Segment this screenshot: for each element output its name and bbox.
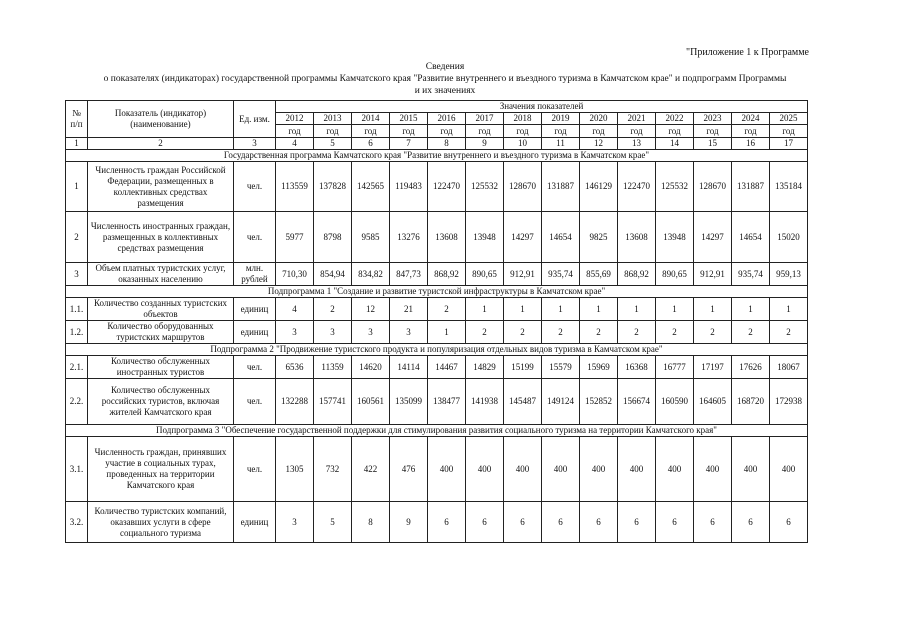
value-cell: 141938 <box>466 379 504 425</box>
value-cell: 13608 <box>618 212 656 263</box>
header-year-suffix: год <box>466 125 504 138</box>
value-cell: 128670 <box>504 162 542 212</box>
value-cell: 12 <box>352 298 390 321</box>
table-row <box>66 263 808 286</box>
value-cell: 125532 <box>656 162 694 212</box>
header-year: 2021 <box>618 113 656 125</box>
value-cell: 1305 <box>276 437 314 502</box>
header-year: 2015 <box>390 113 428 125</box>
row-indicator: Количество оборудованных туристских маршрутов <box>88 321 234 344</box>
value-cell: 11359 <box>314 356 352 379</box>
table-row <box>66 356 808 379</box>
value-cell: 400 <box>694 437 732 502</box>
value-cell: 912,91 <box>504 263 542 286</box>
value-cell: 122470 <box>428 162 466 212</box>
title-line-2: о показателях (индикаторах) государственной программы Камчатского края "Развитие внутреннего и въездного туризма в Камчатском крае" и подпрограмм Программы <box>103 74 787 84</box>
header-year-suffix: год <box>390 125 428 138</box>
value-cell: 2 <box>732 321 770 344</box>
table-row <box>66 379 808 425</box>
value-cell: 8798 <box>314 212 352 263</box>
section-title: Подпрограмма 3 "Обеспечение государственной поддержки для стимулирования развития социального туризма на территории Камчатского края" <box>66 425 808 437</box>
value-cell: 1 <box>770 298 808 321</box>
column-number: 12 <box>580 138 618 150</box>
value-cell: 847,73 <box>390 263 428 286</box>
value-cell: 1 <box>694 298 732 321</box>
header-year-suffix: год <box>770 125 808 138</box>
value-cell: 2 <box>428 298 466 321</box>
header-year: 2012 <box>276 113 314 125</box>
row-number: 1.1. <box>66 298 88 321</box>
value-cell: 3 <box>276 502 314 543</box>
value-cell: 122470 <box>618 162 656 212</box>
column-number: 7 <box>390 138 428 150</box>
appendix-note: "Приложение 1 к Программе <box>686 47 809 58</box>
value-cell: 6 <box>694 502 732 543</box>
value-cell: 15969 <box>580 356 618 379</box>
header-year-suffix: год <box>276 125 314 138</box>
value-cell: 132288 <box>276 379 314 425</box>
value-cell: 6 <box>770 502 808 543</box>
value-cell: 160561 <box>352 379 390 425</box>
column-number: 1 <box>66 138 88 150</box>
value-cell: 422 <box>352 437 390 502</box>
column-number: 2 <box>88 138 234 150</box>
value-cell: 160590 <box>656 379 694 425</box>
value-cell: 145487 <box>504 379 542 425</box>
value-cell: 400 <box>542 437 580 502</box>
title-line-1: Сведения <box>425 62 465 72</box>
value-cell: 17626 <box>732 356 770 379</box>
row-indicator: Количество созданных туристских объектов <box>88 298 234 321</box>
row-indicator: Численность граждан Российской Федерации, размещенных в коллективных средствах размещения <box>88 162 234 212</box>
value-cell: 476 <box>390 437 428 502</box>
value-cell: 172938 <box>770 379 808 425</box>
table-row <box>66 437 808 502</box>
row-unit: чел. <box>234 212 276 263</box>
row-indicator: Количество туристских компаний, оказавших услуги в сфере социального туризма <box>88 502 234 543</box>
value-cell: 113559 <box>276 162 314 212</box>
section-row <box>66 286 808 298</box>
row-number: 3.2. <box>66 502 88 543</box>
value-cell: 6 <box>656 502 694 543</box>
value-cell: 935,74 <box>732 263 770 286</box>
header-year-suffix: год <box>656 125 694 138</box>
header-row <box>66 101 808 113</box>
value-cell: 135099 <box>390 379 428 425</box>
column-number: 11 <box>542 138 580 150</box>
header-year-suffix: год <box>732 125 770 138</box>
column-number: 4 <box>276 138 314 150</box>
title-line-3: и их значениях <box>414 86 476 96</box>
column-number: 16 <box>732 138 770 150</box>
value-cell: 142565 <box>352 162 390 212</box>
value-cell: 138477 <box>428 379 466 425</box>
row-number: 2.2. <box>66 379 88 425</box>
header-year-suffix: год <box>314 125 352 138</box>
section-title: Подпрограмма 2 "Продвижение туристского продукта и популяризация отдельных видов туризма в Камчатском крае" <box>66 344 808 356</box>
header-year: 2016 <box>428 113 466 125</box>
value-cell: 854,94 <box>314 263 352 286</box>
column-number: 5 <box>314 138 352 150</box>
value-cell: 2 <box>542 321 580 344</box>
value-cell: 14654 <box>542 212 580 263</box>
value-cell: 400 <box>732 437 770 502</box>
value-cell: 6536 <box>276 356 314 379</box>
table-row <box>66 162 808 212</box>
value-cell: 1 <box>428 321 466 344</box>
value-cell: 9825 <box>580 212 618 263</box>
value-cell: 131887 <box>542 162 580 212</box>
value-cell: 119483 <box>390 162 428 212</box>
value-cell: 9 <box>390 502 428 543</box>
row-indicator: Объем платных туристских услуг, оказанных населению <box>88 263 234 286</box>
column-number: 10 <box>504 138 542 150</box>
value-cell: 400 <box>770 437 808 502</box>
value-cell: 2 <box>618 321 656 344</box>
value-cell: 6 <box>504 502 542 543</box>
header-year-suffix: год <box>618 125 656 138</box>
value-cell: 1 <box>542 298 580 321</box>
column-number: 3 <box>234 138 276 150</box>
table-row <box>66 321 808 344</box>
row-unit: чел. <box>234 356 276 379</box>
value-cell: 168720 <box>732 379 770 425</box>
value-cell: 125532 <box>466 162 504 212</box>
value-cell: 14620 <box>352 356 390 379</box>
value-cell: 400 <box>428 437 466 502</box>
header-year-suffix: год <box>694 125 732 138</box>
row-unit: чел. <box>234 437 276 502</box>
row-unit: единиц <box>234 298 276 321</box>
row-unit: чел. <box>234 162 276 212</box>
column-numbers-row <box>66 138 808 150</box>
value-cell: 3 <box>314 321 352 344</box>
value-cell: 16777 <box>656 356 694 379</box>
row-number: 1.2. <box>66 321 88 344</box>
column-number: 8 <box>428 138 466 150</box>
value-cell: 14297 <box>504 212 542 263</box>
value-cell: 400 <box>580 437 618 502</box>
value-cell: 137828 <box>314 162 352 212</box>
value-cell: 2 <box>504 321 542 344</box>
header-year: 2023 <box>694 113 732 125</box>
column-number: 14 <box>656 138 694 150</box>
header-year: 2024 <box>732 113 770 125</box>
value-cell: 2 <box>770 321 808 344</box>
value-cell: 1 <box>504 298 542 321</box>
header-year: 2018 <box>504 113 542 125</box>
column-number: 17 <box>770 138 808 150</box>
row-indicator: Количество обслуженных иностранных туристов <box>88 356 234 379</box>
section-row <box>66 150 808 162</box>
table-row <box>66 502 808 543</box>
value-cell: 6 <box>542 502 580 543</box>
value-cell: 13608 <box>428 212 466 263</box>
value-cell: 855,69 <box>580 263 618 286</box>
header-year-suffix: год <box>352 125 390 138</box>
table-row <box>66 212 808 263</box>
column-number: 13 <box>618 138 656 150</box>
header-year: 2017 <box>466 113 504 125</box>
value-cell: 3 <box>390 321 428 344</box>
value-cell: 890,65 <box>466 263 504 286</box>
row-indicator: Численность граждан, принявших участие в социальных турах, проведенных на территории Камчатского края <box>88 437 234 502</box>
row-number: 1 <box>66 162 88 212</box>
value-cell: 2 <box>694 321 732 344</box>
section-title: Государственная программа Камчатского края "Развитие внутреннего и въездного туризма в Камчатском крае" <box>66 150 808 162</box>
value-cell: 128670 <box>694 162 732 212</box>
value-cell: 5 <box>314 502 352 543</box>
value-cell: 3 <box>276 321 314 344</box>
row-number: 3.1. <box>66 437 88 502</box>
value-cell: 1 <box>732 298 770 321</box>
header-year: 2019 <box>542 113 580 125</box>
column-number: 6 <box>352 138 390 150</box>
value-cell: 13948 <box>656 212 694 263</box>
section-row <box>66 344 808 356</box>
value-cell: 14829 <box>466 356 504 379</box>
value-cell: 4 <box>276 298 314 321</box>
value-cell: 131887 <box>732 162 770 212</box>
header-year-suffix: год <box>504 125 542 138</box>
value-cell: 8 <box>352 502 390 543</box>
value-cell: 15579 <box>542 356 580 379</box>
value-cell: 1 <box>466 298 504 321</box>
value-cell: 6 <box>732 502 770 543</box>
value-cell: 732 <box>314 437 352 502</box>
value-cell: 135184 <box>770 162 808 212</box>
value-cell: 157741 <box>314 379 352 425</box>
value-cell: 912,91 <box>694 263 732 286</box>
value-cell: 13276 <box>390 212 428 263</box>
value-cell: 14297 <box>694 212 732 263</box>
value-cell: 834,82 <box>352 263 390 286</box>
header-unit: Ед. изм. <box>234 101 276 138</box>
value-cell: 400 <box>466 437 504 502</box>
row-indicator: Численность иностранных граждан, размещенных в коллективных средствах размещения <box>88 212 234 263</box>
value-cell: 1 <box>618 298 656 321</box>
row-unit: единиц <box>234 321 276 344</box>
row-unit: млн. рублей <box>234 263 276 286</box>
header-year-suffix: год <box>428 125 466 138</box>
value-cell: 18067 <box>770 356 808 379</box>
value-cell: 149124 <box>542 379 580 425</box>
value-cell: 146129 <box>580 162 618 212</box>
value-cell: 3 <box>352 321 390 344</box>
section-row <box>66 425 808 437</box>
indicators-table <box>65 100 808 543</box>
value-cell: 13948 <box>466 212 504 263</box>
header-year: 2013 <box>314 113 352 125</box>
value-cell: 6 <box>466 502 504 543</box>
table-row <box>66 298 808 321</box>
row-number: 2.1. <box>66 356 88 379</box>
header-num: № п/п <box>66 101 88 138</box>
row-unit: единиц <box>234 502 276 543</box>
header-indicator: Показатель (индикатор) (наименование) <box>88 101 234 138</box>
header-year-suffix: год <box>580 125 618 138</box>
row-number: 2 <box>66 212 88 263</box>
value-cell: 17197 <box>694 356 732 379</box>
value-cell: 959,13 <box>770 263 808 286</box>
value-cell: 2 <box>580 321 618 344</box>
value-cell: 935,74 <box>542 263 580 286</box>
value-cell: 14467 <box>428 356 466 379</box>
value-cell: 6 <box>428 502 466 543</box>
row-number: 3 <box>66 263 88 286</box>
column-number: 9 <box>466 138 504 150</box>
value-cell: 2 <box>466 321 504 344</box>
value-cell: 5977 <box>276 212 314 263</box>
row-unit: чел. <box>234 379 276 425</box>
value-cell: 400 <box>618 437 656 502</box>
value-cell: 21 <box>390 298 428 321</box>
value-cell: 710,30 <box>276 263 314 286</box>
value-cell: 164605 <box>694 379 732 425</box>
value-cell: 14114 <box>390 356 428 379</box>
value-cell: 868,92 <box>428 263 466 286</box>
value-cell: 400 <box>656 437 694 502</box>
row-indicator: Количество обслуженных российских туристов, включая жителей Камчатского края <box>88 379 234 425</box>
value-cell: 6 <box>580 502 618 543</box>
value-cell: 156674 <box>618 379 656 425</box>
value-cell: 15199 <box>504 356 542 379</box>
value-cell: 1 <box>580 298 618 321</box>
value-cell: 400 <box>504 437 542 502</box>
value-cell: 14654 <box>732 212 770 263</box>
value-cell: 868,92 <box>618 263 656 286</box>
header-year: 2025 <box>770 113 808 125</box>
header-year-suffix: год <box>542 125 580 138</box>
value-cell: 15020 <box>770 212 808 263</box>
value-cell: 16368 <box>618 356 656 379</box>
header-year: 2022 <box>656 113 694 125</box>
value-cell: 2 <box>656 321 694 344</box>
header-year: 2020 <box>580 113 618 125</box>
value-cell: 2 <box>314 298 352 321</box>
header-year: 2014 <box>352 113 390 125</box>
value-cell: 6 <box>618 502 656 543</box>
value-cell: 152852 <box>580 379 618 425</box>
section-title: Подпрограмма 1 "Создание и развитие туристской инфраструктуры в Камчатском крае" <box>66 286 808 298</box>
header-values-group: Значения показателей <box>276 101 808 113</box>
value-cell: 890,65 <box>656 263 694 286</box>
document-title <box>60 61 830 97</box>
column-number: 15 <box>694 138 732 150</box>
value-cell: 1 <box>656 298 694 321</box>
value-cell: 9585 <box>352 212 390 263</box>
